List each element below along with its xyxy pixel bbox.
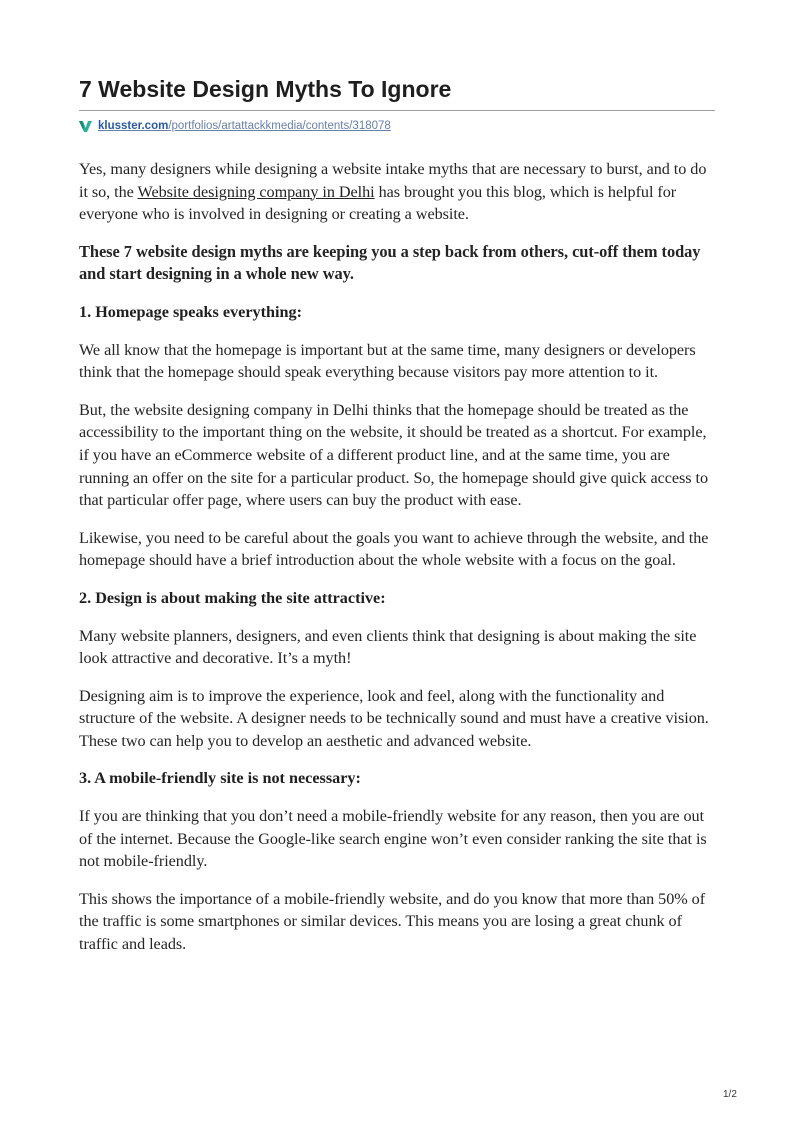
page-number: 1/2 <box>723 1089 737 1100</box>
section-2-heading: 2. Design is about making the site attractive: <box>79 588 386 607</box>
section-3-paragraph: If you are thinking that you don’t need a mobile-friendly website for any reason, then you are out of the internet. Because the Google-like search engine won’t even consider ranking the site that is not mobile-friendly. <box>79 807 707 871</box>
klusster-logo-icon <box>79 120 92 133</box>
source-url-link[interactable] <box>98 120 391 132</box>
source-line <box>79 118 391 134</box>
article-title: 7 Website Design Myths To Ignore <box>79 76 452 102</box>
section-2-paragraph: Designing aim is to improve the experience, look and feel, along with the functionality and structure of the website. A designer needs to be technically sound and must have a creative vision. These two can help you to develop an aesthetic and advanced website. <box>79 686 709 750</box>
title-divider <box>79 110 715 111</box>
source-path: /portfolios/artattackkmedia/contents/318078 <box>168 120 391 132</box>
website-designing-company-link[interactable]: Website designing company in Delhi <box>137 182 375 201</box>
intro-text-before: Yes, many designers while designing a website intake myths that are necessary to burst, and to do it so, the <box>79 160 707 201</box>
lead-paragraph: These 7 website design myths are keeping you a step back from others, cut-off them today and start designing in a whole new way. <box>79 241 701 284</box>
article-body <box>79 158 715 971</box>
section-3-heading: 3. A mobile-friendly site is not necessary: <box>79 769 361 788</box>
source-domain: klusster.com <box>98 120 169 132</box>
section-1-heading: 1. Homepage speaks everything: <box>79 302 303 321</box>
section-3-paragraph: This shows the importance of a mobile-friendly website, and do you know that more than 50% of the traffic is some smartphones or similar devices. This means you are losing a great chunk of traffic and leads. <box>79 889 706 954</box>
section-1-paragraph: But, the website designing company in Delhi thinks that the homepage should be treated as the accessibility to the important thing on the website, it should be treated as a shortcut. For example, if you have an eCommerce website of a different product line, and at the same time, you are running an offer on the site for a particular product. So, the homepage should give quick access to that particular offer page, where users can buy the product with ease. <box>79 400 709 510</box>
intro-text-after: has brought you this blog, which is helpful for everyone who is involved in designing or creating a website. <box>79 182 677 224</box>
section-1-paragraph: Likewise, you need to be careful about the goals you want to achieve through the website, and the homepage should have a brief introduction about the whole website with a focus on the goal. <box>79 528 709 570</box>
section-2-paragraph: Many website planners, designers, and even clients think that designing is about making the site look attractive and decorative. It’s a myth! <box>79 626 697 668</box>
intro-paragraph <box>79 158 715 226</box>
section-1-paragraph: We all know that the homepage is important but at the same time, many designers or developers think that the homepage should speak everything because visitors pay more attention to it. <box>79 340 696 382</box>
